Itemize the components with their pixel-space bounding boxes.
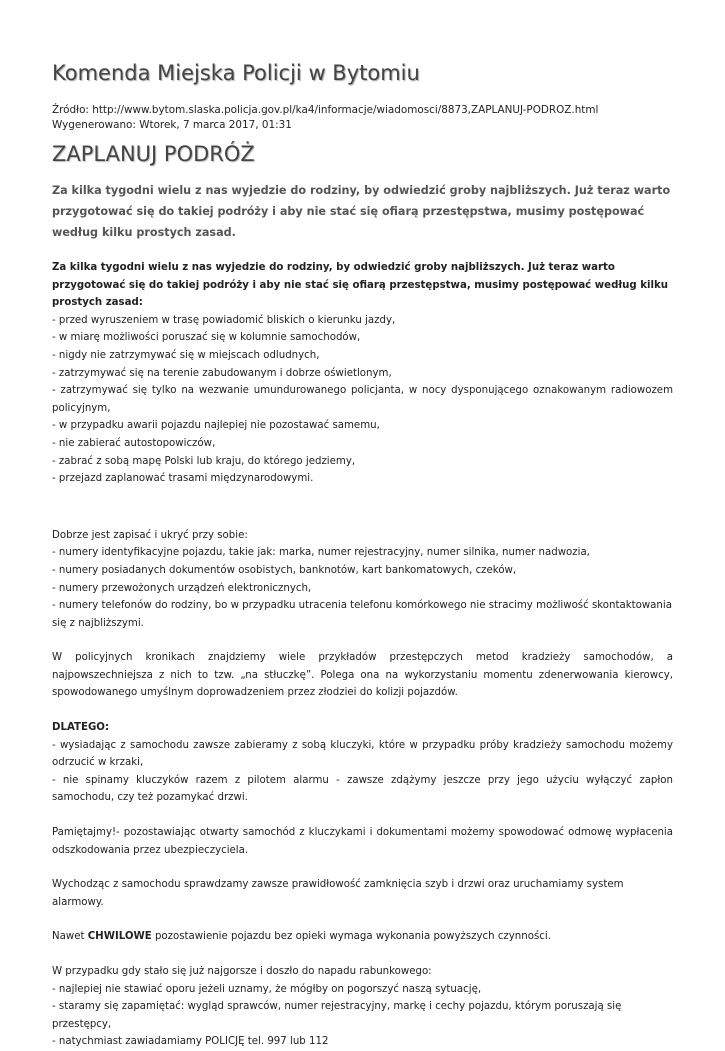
list-item: - numery posiadanych dokumentów osobistych, banknotów, kart bankomatowych, czeków,	[52, 564, 517, 576]
therefore-label: DLATEGO:	[52, 722, 110, 734]
generated-line: Wygenerowano: Wtorek, 7 marca 2017, 01:31	[52, 119, 292, 131]
list-item: - najlepiej nie stawiać oporu jeżeli uznamy, że mógłby on pogorszyć naszą sytuację,	[52, 983, 482, 995]
therefore-section	[52, 719, 673, 807]
intro-bold-paragraph: Za kilka tygodni wielu z nas wyjedzie do rodziny, by odwiedzić groby najbliższych. Już teraz warto przygotować się do takiej podróży i aby nie stać się ofiarą przestępstwa, musimy postępować według kilku prostych zasad:	[52, 262, 669, 309]
list-item: - staramy się zapamiętać: wygląd sprawców, numer rejestracyjny, markę i cechy pojazdu, którym poruszają się przestępcy,	[52, 1001, 622, 1030]
site-title: Komenda Miejska Policji w Bytomiu	[52, 61, 420, 85]
rules-list	[52, 312, 673, 488]
remember-paragraph: Pamiętajmy!- pozostawiając otwarty samochód z kluczykami i dokumentami możemy spowodować odmowę wypłacenia odszkodowania przez ubezpieczyciela.	[52, 827, 673, 856]
list-item: - nie zabierać autostopowiczów,	[52, 437, 216, 449]
list-item: - numery przewożonych urządzeń elektronicznych,	[52, 582, 312, 594]
list-item: - przejazd zaplanować trasami międzynarodowymi.	[52, 473, 314, 485]
save-intro: Dobrze jest zapisać i ukryć przy sobie:	[52, 529, 248, 541]
temporary-suffix: pozostawienie pojazdu bez opieki wymaga wykonania powyższych czynności.	[151, 931, 551, 943]
article-lead: Za kilka tygodni wielu z nas wyjedzie do rodziny, by odwiedzić groby najbliższych. Już teraz warto przygotować się do takiej podróży i aby nie stać się ofiarą przestępstwa, musimy postępować według kilku prostych zasad.	[52, 184, 671, 239]
robbery-section	[52, 963, 673, 1051]
list-item: - numery identyfikacyjne pojazdu, takie jak: marka, numer rejestracyjny, numer silnika, numer nadwozia,	[52, 547, 590, 559]
list-item: - w przypadku awarii pojazdu najlepiej nie pozostawać samemu,	[52, 420, 380, 432]
chronicles-paragraph: W policyjnych kronikach znajdziemy wiele przykładów przestępczych metod kradzieży samochodów, a najpowszechniejsza z nich to tzw. „na stłuczkę”. Polega ona na wykorzystaniu momentu zdenerwowania kierowcy, spowodowanego umyślnym doprowadzeniem przez złodziei do kolizji pojazdów.	[52, 652, 673, 699]
save-list	[52, 527, 673, 633]
article-title: ZAPLANUJ PODRÓŻ	[52, 142, 255, 166]
list-item: - wysiadając z samochodu zawsze zabieramy z sobą kluczyki, które w przypadku próby kradzieży samochodu możemy odrzucić w krzaki,	[52, 739, 673, 769]
temporary-bold: CHWILOWE	[87, 931, 152, 943]
list-item: - zatrzymywać się na terenie zabudowanym i dobrze oświetlonym,	[52, 367, 392, 379]
list-item: - przed wyruszeniem w trasę powiadomić bliskich o kierunku jazdy,	[52, 314, 396, 326]
list-item: - zabrać z sobą mapę Polski lub kraju, do którego jedziemy,	[52, 455, 356, 467]
list-item: - nie spinamy kluczyków razem z pilotem alarmu - zawsze zdążymy jeszcze przy jego użyciu wyłączyć zapłon samochodu, czy też pozamykać drzwi.	[52, 774, 673, 804]
source-line: Źródło: http://www.bytom.slaska.policja.gov.pl/ka4/informacje/wiadomosci/8873,ZAPLANUJ-PODROZ.html	[52, 104, 599, 116]
list-item: - numery telefonów do rodziny, bo w przypadku utracenia telefonu komórkowego nie stracimy możliwość skontaktowania się z najbliższymi.	[52, 600, 672, 629]
article-body	[52, 259, 673, 1051]
list-item: - zatrzymywać się tylko na wezwanie umundurowanego policjanta, w nocy dysponującego oznakowanym radiowozem policyjnym,	[52, 385, 673, 414]
document-meta	[52, 103, 598, 133]
temporary-paragraph	[52, 928, 673, 946]
list-item: - nigdy nie zatrzymywać się w miejscach odludnych,	[52, 349, 320, 361]
list-item: - w miarę możliwości poruszać się w kolumnie samochodów,	[52, 332, 361, 344]
temporary-prefix: Nawet	[52, 931, 88, 943]
list-item: - natychmiast zawiadamiamy POLICJĘ tel. 997 lub 112	[52, 1036, 329, 1048]
robbery-intro: W przypadku gdy stało się już najgorsze i doszło do napadu rabunkowego:	[52, 966, 432, 977]
leaving-car-paragraph: Wychodząc z samochodu sprawdzamy zawsze prawidłowość zamknięcia szyb i drzwi oraz uruchamiamy system alarmowy.	[52, 879, 624, 908]
